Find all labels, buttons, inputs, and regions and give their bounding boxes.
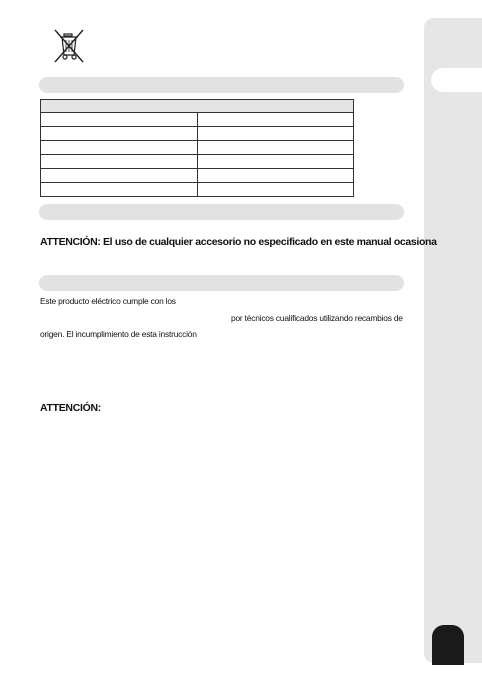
table-row <box>41 141 354 155</box>
table-cell <box>41 183 198 197</box>
page-marker <box>432 625 464 665</box>
table-row <box>41 113 354 127</box>
table-cell <box>197 127 354 141</box>
side-tab <box>424 18 482 663</box>
table-header-row <box>41 100 354 113</box>
warning-label: ATTENCIÓN: <box>40 402 101 414</box>
table-header-cell <box>41 100 354 113</box>
table-cell <box>197 169 354 183</box>
table-row <box>41 169 354 183</box>
paragraph-line-3: origen. El incumplimiento de esta instrucción <box>40 329 197 339</box>
table-cell <box>41 141 198 155</box>
warning-sentence: ATTENCIÓN: El uso de cualquier accesorio no especificado en este manual ocasiona <box>40 236 437 248</box>
table-cell <box>41 155 198 169</box>
section-header-bar <box>39 275 404 291</box>
section-header-bar <box>39 204 404 220</box>
table-cell <box>197 183 354 197</box>
table-cell <box>41 113 198 127</box>
paragraph-line-2: por técnicos cualificados utilizando recambios de <box>231 313 403 323</box>
table-cell <box>197 113 354 127</box>
section-header-bar <box>39 77 404 93</box>
table-cell <box>41 169 198 183</box>
table-row <box>41 127 354 141</box>
table-cell <box>41 127 198 141</box>
crossed-out-wheelie-bin-icon <box>52 28 86 64</box>
table-cell <box>197 155 354 169</box>
side-tab-notch <box>431 68 482 92</box>
spec-table <box>40 99 354 197</box>
table-row <box>41 155 354 169</box>
table-row <box>41 183 354 197</box>
paragraph-line-1: Este producto eléctrico cumple con los <box>40 296 176 306</box>
table-cell <box>197 141 354 155</box>
